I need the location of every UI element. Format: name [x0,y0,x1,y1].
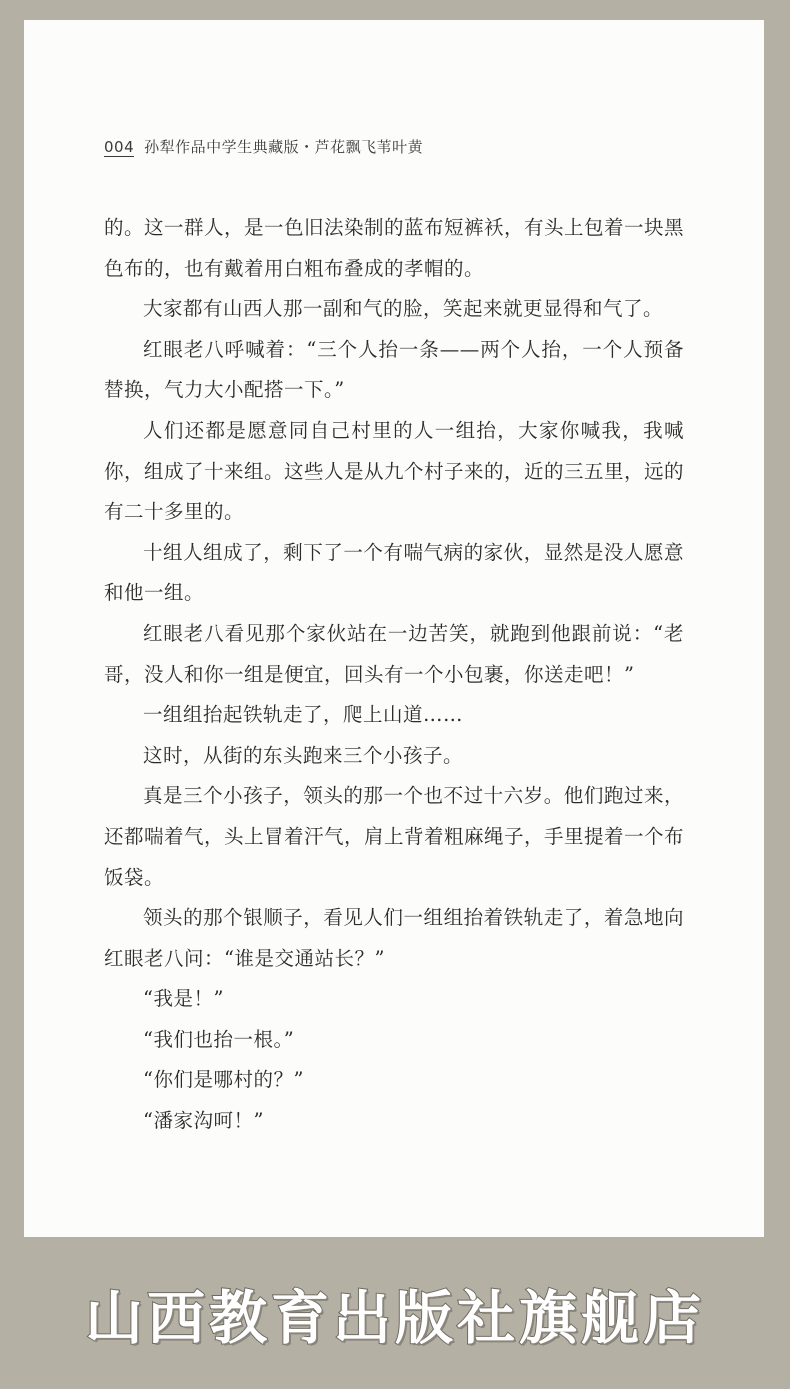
paragraph: 人们还都是愿意同自己村里的人一组抬，大家你喊我，我喊你，组成了十来组。这些人是从九个村子来的，近的三五里，远的有二十多里的。 [104,418,685,524]
paragraph: 红眼老八看见那个家伙站在一边苦笑，就跑到他跟前说：“老哥，没人和你一组是便宜，回头有一个小包裹，你送走吧！” [104,621,684,686]
paragraph: “你们是哪村的？” [143,1068,304,1092]
paragraph: 真是三个小孩子，领头的那一个也不过十六岁。他们跑过来，还都喘着气，头上冒着汗气，肩上背着粗麻绳子，手里提着一个布饭袋。 [104,784,685,889]
paragraph: 领头的那个银顺子，看见人们一组组抬着铁轨走了，着急地向红眼老八问：“谁是交通站长？” [104,906,684,970]
paragraph: 一组组抬起铁轨走了，爬上山道…… [143,703,464,727]
paragraph: 大家都有山西人那一副和气的脸，笑起来就更显得和气了。 [143,297,664,321]
paragraph: “我们也抬一根。” [143,1027,295,1051]
paragraph: 的。这一群人，是一色旧法染制的蓝布短裤袄，有头上包着一块黑色布的，也有戴着用白粗布叠成的孝帽的。 [104,216,685,280]
page-number: 004 [104,138,135,156]
page-header [104,138,423,166]
paragraph: “潘家沟呵！” [143,1109,264,1133]
paragraph: 十组人组成了，剩下了一个有喘气病的家伙，显然是没人愿意和他一组。 [104,540,684,605]
running-title: 孙犁作品中学生典藏版・芦花飘飞苇叶黄 [144,138,424,156]
paragraph: “我是！” [143,987,224,1011]
paragraph: 红眼老八呼喊着：“三个人抬一条——两个人抬，一个人预备替换，气力大小配搭一下。” [104,337,684,402]
store-banner-text: 山西教育出版社旗舰店 [84,1284,705,1352]
store-banner [0,1237,790,1389]
body-text [104,208,684,1142]
paragraph: 这时，从街的东头跑来三个小孩子。 [143,743,464,767]
